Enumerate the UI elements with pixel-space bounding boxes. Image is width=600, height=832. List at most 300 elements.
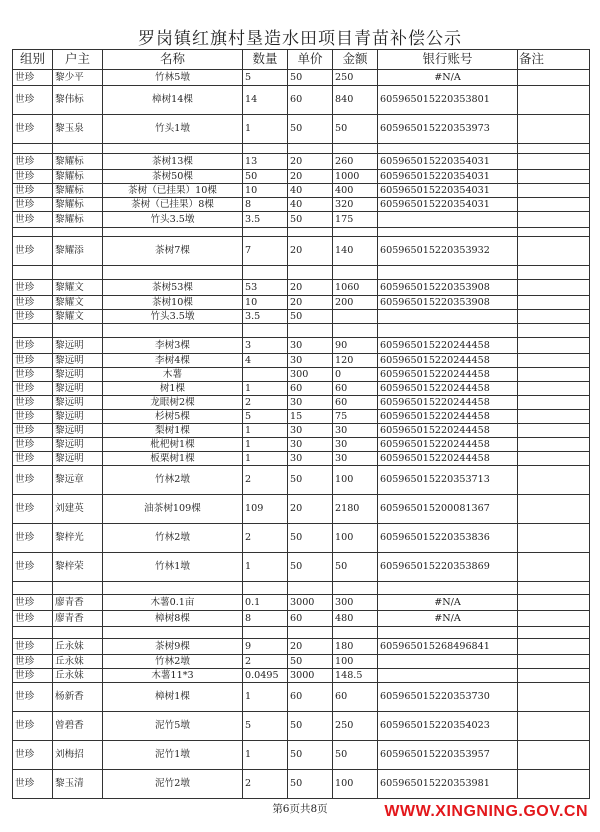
cell-group: 世珍 [13,495,53,524]
cell-account: #N/A [378,70,518,86]
cell-qty: 4 [243,354,288,368]
cell-note [518,595,590,611]
cell-note [518,310,590,324]
cell-amount: 50 [333,115,378,144]
spacer-cell [103,228,243,237]
cell-account: 605965015220244458 [378,338,518,354]
spacer-cell [333,627,378,639]
cell-owner: 曾碧香 [53,712,103,741]
cell-price: 30 [288,396,333,410]
site-watermark: WWW.XINGNING.GOV.CN [384,803,588,820]
cell-owner: 黎玉清 [53,770,103,799]
table-row [13,154,590,170]
header-note: 备注 [518,50,590,70]
cell-owner: 刘建英 [53,495,103,524]
cell-group: 世珍 [13,524,53,553]
cell-owner: 黎耀文 [53,296,103,310]
spacer-cell [103,266,243,280]
cell-owner: 黎耀标 [53,170,103,184]
cell-price: 20 [288,170,333,184]
cell-amount: 1060 [333,280,378,296]
cell-owner: 黎耀标 [53,212,103,228]
cell-price: 30 [288,452,333,466]
cell-group: 世珍 [13,70,53,86]
cell-amount: 2180 [333,495,378,524]
spacer-cell [333,144,378,154]
cell-name: 茶树（已挂果）10棵 [103,184,243,198]
cell-owner: 黎远明 [53,368,103,382]
cell-account [378,310,518,324]
cell-note [518,524,590,553]
cell-note [518,212,590,228]
cell-account: 605965015200081367 [378,495,518,524]
cell-qty: 3.5 [243,310,288,324]
cell-amount: 75 [333,410,378,424]
cell-amount: 120 [333,354,378,368]
spacer-cell [103,324,243,338]
cell-amount: 1000 [333,170,378,184]
spacer-cell [13,324,53,338]
cell-price: 50 [288,524,333,553]
cell-amount: 30 [333,452,378,466]
cell-price: 20 [288,237,333,266]
compensation-table [12,49,590,799]
cell-amount: 148.5 [333,669,378,683]
cell-account: 605965015220354031 [378,154,518,170]
cell-name: 茶树（已挂果）8棵 [103,198,243,212]
cell-owner: 黎远明 [53,452,103,466]
spacer-cell [378,627,518,639]
cell-account: 605965015220353957 [378,741,518,770]
cell-group: 世珍 [13,382,53,396]
cell-name: 茶树50棵 [103,170,243,184]
cell-name: 梨树1棵 [103,424,243,438]
cell-owner: 丘永妹 [53,639,103,655]
cell-group: 世珍 [13,115,53,144]
cell-owner: 廖青香 [53,595,103,611]
page-footer: 第6页共8页 [272,803,328,815]
cell-amount: 50 [333,553,378,582]
cell-owner: 黎远明 [53,438,103,452]
cell-amount: 320 [333,198,378,212]
cell-amount: 480 [333,611,378,627]
cell-group: 世珍 [13,198,53,212]
cell-price: 50 [288,770,333,799]
cell-qty: 14 [243,86,288,115]
cell-amount: 300 [333,595,378,611]
table-row [13,396,590,410]
spacer-cell [378,582,518,595]
cell-amount: 200 [333,296,378,310]
spacer-cell [13,266,53,280]
cell-qty: 109 [243,495,288,524]
cell-group: 世珍 [13,368,53,382]
cell-amount: 30 [333,438,378,452]
cell-qty: 2 [243,396,288,410]
spacer-cell [243,324,288,338]
cell-name: 树1棵 [103,382,243,396]
cell-owner: 黎远明 [53,424,103,438]
cell-qty: 1 [243,452,288,466]
header-amount: 金额 [333,50,378,70]
table-row [13,115,590,144]
cell-price: 20 [288,154,333,170]
cell-price: 20 [288,280,333,296]
cell-price: 3000 [288,669,333,683]
cell-account: 605965015220353932 [378,237,518,266]
spacer-cell [243,266,288,280]
cell-amount: 175 [333,212,378,228]
cell-amount [333,310,378,324]
cell-qty: 1 [243,438,288,452]
compensation-table-wrapper [12,49,589,799]
cell-note [518,639,590,655]
cell-group: 世珍 [13,410,53,424]
cell-note [518,553,590,582]
spacer-cell [518,228,590,237]
cell-name: 樟树1棵 [103,683,243,712]
table-row [13,70,590,86]
spacer-row [13,266,590,280]
spacer-cell [13,627,53,639]
table-row [13,212,590,228]
cell-note [518,438,590,452]
cell-note [518,115,590,144]
spacer-cell [53,324,103,338]
cell-account: 605965015220354031 [378,184,518,198]
cell-price: 40 [288,198,333,212]
spacer-cell [53,582,103,595]
cell-note [518,452,590,466]
cell-account: 605965015220353973 [378,115,518,144]
table-body [13,70,590,799]
cell-owner: 黎远明 [53,410,103,424]
cell-price: 30 [288,338,333,354]
cell-name: 茶树7棵 [103,237,243,266]
cell-price: 20 [288,495,333,524]
cell-qty: 1 [243,683,288,712]
spacer-cell [518,144,590,154]
cell-account: 605965015220244458 [378,452,518,466]
cell-note [518,712,590,741]
spacer-cell [103,144,243,154]
cell-group: 世珍 [13,683,53,712]
cell-name: 竹林5墩 [103,70,243,86]
cell-account [378,212,518,228]
cell-amount: 840 [333,86,378,115]
cell-amount: 140 [333,237,378,266]
cell-owner: 黎远明 [53,338,103,354]
cell-group: 世珍 [13,338,53,354]
cell-name: 竹头3.5墩 [103,212,243,228]
cell-group: 世珍 [13,237,53,266]
cell-group: 世珍 [13,770,53,799]
cell-amount: 30 [333,424,378,438]
cell-amount: 60 [333,396,378,410]
cell-qty: 0.0495 [243,669,288,683]
cell-note [518,396,590,410]
cell-group: 世珍 [13,466,53,495]
cell-account: 605965015220354031 [378,198,518,212]
cell-group: 世珍 [13,170,53,184]
spacer-cell [288,582,333,595]
cell-account: 605965015268496841 [378,639,518,655]
cell-group: 世珍 [13,184,53,198]
cell-account: #N/A [378,595,518,611]
cell-qty: 3.5 [243,212,288,228]
cell-note [518,170,590,184]
cell-price: 300 [288,368,333,382]
cell-owner: 黎耀添 [53,237,103,266]
cell-account [378,669,518,683]
cell-note [518,154,590,170]
cell-qty: 9 [243,639,288,655]
cell-note [518,683,590,712]
spacer-cell [243,582,288,595]
header-name: 名称 [103,50,243,70]
cell-amount: 400 [333,184,378,198]
cell-price: 50 [288,115,333,144]
header-price: 单价 [288,50,333,70]
cell-account: 605965015220244458 [378,382,518,396]
table-row [13,683,590,712]
cell-amount: 100 [333,524,378,553]
spacer-cell [333,582,378,595]
cell-qty: 5 [243,70,288,86]
table-row [13,410,590,424]
spacer-cell [518,582,590,595]
table-row [13,296,590,310]
table-row [13,770,590,799]
cell-name: 竹林2墩 [103,524,243,553]
cell-account: 605965015220353869 [378,553,518,582]
cell-owner: 刘梅招 [53,741,103,770]
cell-owner: 黎远明 [53,382,103,396]
spacer-cell [53,228,103,237]
cell-name: 茶树9棵 [103,639,243,655]
cell-owner: 黎耀文 [53,280,103,296]
cell-name: 茶树53棵 [103,280,243,296]
cell-account: 605965015220353713 [378,466,518,495]
cell-note [518,466,590,495]
cell-amount: 250 [333,712,378,741]
cell-qty: 7 [243,237,288,266]
cell-name: 茶树13棵 [103,154,243,170]
cell-owner: 丘永妹 [53,669,103,683]
cell-group: 世珍 [13,669,53,683]
cell-account: 605965015220353981 [378,770,518,799]
cell-group: 世珍 [13,424,53,438]
cell-group: 世珍 [13,553,53,582]
cell-name: 泥竹5墩 [103,712,243,741]
cell-amount: 250 [333,70,378,86]
table-row [13,595,590,611]
cell-price: 30 [288,424,333,438]
spacer-cell [378,144,518,154]
spacer-row [13,324,590,338]
cell-price: 50 [288,212,333,228]
spacer-cell [13,228,53,237]
table-row [13,438,590,452]
cell-name: 竹头1墩 [103,115,243,144]
table-row [13,669,590,683]
cell-qty [243,368,288,382]
spacer-cell [333,228,378,237]
cell-owner: 黎玉泉 [53,115,103,144]
cell-group: 世珍 [13,296,53,310]
cell-price: 15 [288,410,333,424]
table-row [13,280,590,296]
cell-name: 李树3棵 [103,338,243,354]
cell-account: 605965015220244458 [378,368,518,382]
cell-account: 605965015220244458 [378,396,518,410]
table-row [13,354,590,368]
spacer-cell [13,144,53,154]
cell-account: 605965015220244458 [378,410,518,424]
spacer-cell [53,144,103,154]
table-row [13,424,590,438]
spacer-cell [518,266,590,280]
cell-account: #N/A [378,611,518,627]
cell-account: 605965015220353908 [378,296,518,310]
table-row [13,655,590,669]
table-row [13,452,590,466]
cell-note [518,368,590,382]
table-row [13,86,590,115]
cell-qty: 5 [243,712,288,741]
cell-price: 3000 [288,595,333,611]
cell-group: 世珍 [13,280,53,296]
cell-qty: 8 [243,198,288,212]
cell-note [518,338,590,354]
cell-owner: 黎梓光 [53,524,103,553]
cell-price: 30 [288,354,333,368]
cell-amount: 90 [333,338,378,354]
cell-qty: 53 [243,280,288,296]
table-row [13,611,590,627]
spacer-row [13,228,590,237]
cell-note [518,611,590,627]
header-qty: 数量 [243,50,288,70]
cell-name: 木薯11*3 [103,669,243,683]
cell-note [518,382,590,396]
cell-name: 竹林2墩 [103,466,243,495]
cell-group: 世珍 [13,86,53,115]
cell-qty: 2 [243,770,288,799]
cell-qty: 3 [243,338,288,354]
cell-owner: 黎少平 [53,70,103,86]
table-row [13,524,590,553]
cell-owner: 黎耀标 [53,184,103,198]
cell-account: 605965015220353908 [378,280,518,296]
cell-group: 世珍 [13,310,53,324]
cell-qty: 50 [243,170,288,184]
table-row [13,198,590,212]
cell-price: 30 [288,438,333,452]
cell-qty: 5 [243,410,288,424]
cell-owner: 黎伟标 [53,86,103,115]
cell-name: 木薯 [103,368,243,382]
cell-group: 世珍 [13,741,53,770]
cell-note [518,424,590,438]
cell-owner: 杨新香 [53,683,103,712]
spacer-cell [288,266,333,280]
cell-name: 木薯0.1亩 [103,595,243,611]
cell-qty: 1 [243,741,288,770]
cell-amount: 60 [333,382,378,396]
cell-price: 50 [288,70,333,86]
table-row [13,466,590,495]
cell-owner: 黎远章 [53,466,103,495]
cell-price: 50 [288,655,333,669]
cell-owner: 廖青香 [53,611,103,627]
cell-note [518,741,590,770]
cell-owner: 黎耀文 [53,310,103,324]
cell-note [518,296,590,310]
cell-price: 50 [288,310,333,324]
cell-qty: 2 [243,524,288,553]
spacer-cell [333,324,378,338]
cell-qty: 1 [243,553,288,582]
cell-group: 世珍 [13,712,53,741]
cell-note [518,770,590,799]
cell-account: 605965015220353801 [378,86,518,115]
spacer-row [13,582,590,595]
cell-amount: 260 [333,154,378,170]
table-row [13,639,590,655]
cell-name: 板栗树1棵 [103,452,243,466]
cell-price: 20 [288,296,333,310]
table-row [13,712,590,741]
cell-name: 龙眼树2棵 [103,396,243,410]
cell-price: 50 [288,553,333,582]
cell-name: 油茶树109棵 [103,495,243,524]
cell-name: 枇杷树1棵 [103,438,243,452]
cell-owner: 黎远明 [53,396,103,410]
spacer-cell [243,627,288,639]
cell-qty: 2 [243,466,288,495]
cell-group: 世珍 [13,639,53,655]
cell-account: 605965015220244458 [378,354,518,368]
cell-owner: 黎梓荣 [53,553,103,582]
table-row [13,368,590,382]
cell-price: 20 [288,639,333,655]
cell-note [518,86,590,115]
cell-price: 50 [288,466,333,495]
spacer-cell [103,627,243,639]
header-row [13,50,590,70]
cell-amount: 100 [333,466,378,495]
cell-amount: 100 [333,655,378,669]
cell-owner: 黎耀标 [53,198,103,212]
cell-price: 60 [288,611,333,627]
header-account: 银行账号 [378,50,518,70]
cell-note [518,280,590,296]
cell-price: 40 [288,184,333,198]
spacer-cell [243,144,288,154]
cell-group: 世珍 [13,154,53,170]
cell-qty: 1 [243,115,288,144]
cell-note [518,354,590,368]
cell-account: 605965015220244458 [378,438,518,452]
cell-qty: 2 [243,655,288,669]
cell-owner: 黎耀标 [53,154,103,170]
cell-name: 泥竹1墩 [103,741,243,770]
cell-note [518,410,590,424]
cell-name: 竹林1墩 [103,553,243,582]
cell-price: 50 [288,741,333,770]
table-row [13,237,590,266]
